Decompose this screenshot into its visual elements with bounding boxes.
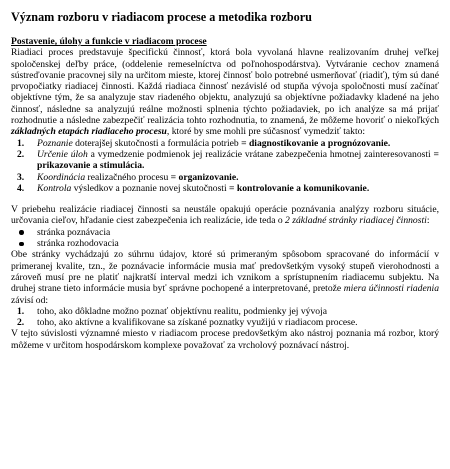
stage-result: diagnostikovanie a prognózovanie. [246,137,391,149]
stage-number: 2. [17,148,25,160]
stage-equals: = [433,148,439,160]
paragraph-aspects [11,204,439,227]
stage-number: 3. [17,171,25,183]
stage-text: doterajšej skutočnosti a formulácia potrieb [72,137,242,149]
stage-number: 1. [17,137,25,149]
paragraph-aspects-emphasis: 2 základné stránky riadiacej činnosti [285,215,427,227]
paragraph-information-text-a: Obe stránky vychádzajú zo súhrnu údajov, ktoré sú primeraným spôsobom spracované do informácií v primeranej kvalite, tzn., že poznávacie informácie musia mať predovšetkým vysoký stupeň vierohodnosti a zároveň musí pre ne platiť najkratší interval medzi ich vznikom a sprístupnením riadiacemu subjektu. Na druhej strane tieto informácie musia byť správne pochopené a interpretované, pretože [11,249,439,295]
condition-text: toho, ako aktívne a kvalifikovane sa získané poznatky využijú v riadiacom procese. [37,317,358,329]
bullet-icon [19,230,24,235]
stage-result: kontrolovanie a komunikovanie. [234,182,370,194]
paragraph-intro-text-b: , ktoré by sme mohli pre súčasnosť vymedziť takto: [166,126,366,138]
stage-result: organizovanie. [176,171,239,183]
paragraph-conclusion: V tejto súvislosti významné miesto v riadiacom procese predovšetkým ako nástroj poznania má rozbor, ktorý môžeme v určitom hospodárskom komplexe považovať za vrcholový poznávací nástroj. [11,328,439,351]
paragraph-aspects-text-a: V priebehu realizácie riadiacej činnosti sa neustále opakujú operácie poznávania analýzy rozboru situácie, určovania cieľov, hľadanie ciest zabezpečenia ich realizácie, ide teda o [11,204,439,227]
conditions-list [11,306,439,329]
stage-lead: Koordinácia [37,171,86,183]
condition-item [17,317,439,329]
aspects-list [11,227,439,250]
aspect-label: stránka poznávacia [37,226,111,238]
paragraph-aspects-text-b: : [426,215,430,227]
condition-number: 2. [17,317,25,329]
stage-text: a vymedzenie podmienok jej realizácie vrátane zabezpečenia hmotnej zainteresovanosti [87,148,434,160]
aspect-label: stránka rozhodovacia [37,238,119,250]
section-heading: Postavenie, úlohy a funkcie v riadiacom procese [11,36,207,47]
aspect-item [37,227,439,238]
stage-lead: Kontrola [37,182,72,194]
stage-equals: = [241,137,247,149]
condition-text: toho, ako dôkladne možno poznať objektívnu realitu, podmienky jej vývoja [37,305,327,317]
bullet-icon [19,242,24,247]
stage-lead: Poznanie [37,137,73,149]
paragraph-intro [11,47,439,137]
stage-number: 4. [17,182,25,194]
spacer [11,194,439,204]
paragraph-information [11,249,439,305]
paragraph-information-emphasis: miera účinnosti riadenia [343,283,439,295]
stage-result: prikazovanie a stimulácia. [37,160,145,172]
paragraph-information-text-b: závisí od: [11,294,49,306]
stage-item [17,137,439,149]
condition-number: 1. [17,305,25,317]
aspect-item [37,238,439,249]
stage-lead: Určenie úloh [37,148,88,160]
stage-text: realizačného procesu [85,171,171,183]
stage-equals: = [229,182,235,194]
stage-text: výsledkov a poznanie novej skutočnosti [71,182,230,194]
stage-equals: = [170,171,177,183]
stage-item [17,148,439,172]
stage-item [17,171,439,183]
condition-item [17,305,439,317]
management-stages-list [11,138,439,194]
document-title: Význam rozboru v riadiacom procese a metodika rozboru [11,10,312,24]
paragraph-intro-text-a: Riadiaci proces predstavuje špecifickú činnosť, ktorá bola vyvolaná hlavne realizovaním druhej veľkej spoločenskej deľby práce, (oddelenie remeselníctva od poľnohospodárstva). Vytváranie cechov znamená sústreďovanie pracovnej sily na určitom mieste, ktorej činnosť bolo potrebné usmerňovať (riadiť), tým sú dané prvopočiatky riadiacej činnosti. Každá riadiaca činnosť nezávislé od stupňa vývoja spoločnosti musí začínať objektívne tým, že sa analyzuje stav riadeného objektu, analyzujú sa objektívne požiadavky kladené na jeho činnosť, následne sa analyzujú reálne možnosti splnenia týchto požiadaviek, po ich analýze sa má prijať rozhodnutie a následne zabezpečiť realizácia tohto rozhodnutia, to znamená, že môžeme hovoriť o niekoľkých [11,47,439,127]
stage-item [17,182,439,194]
paragraph-intro-emphasis: základných etapách riadiaceho procesu [11,126,167,138]
